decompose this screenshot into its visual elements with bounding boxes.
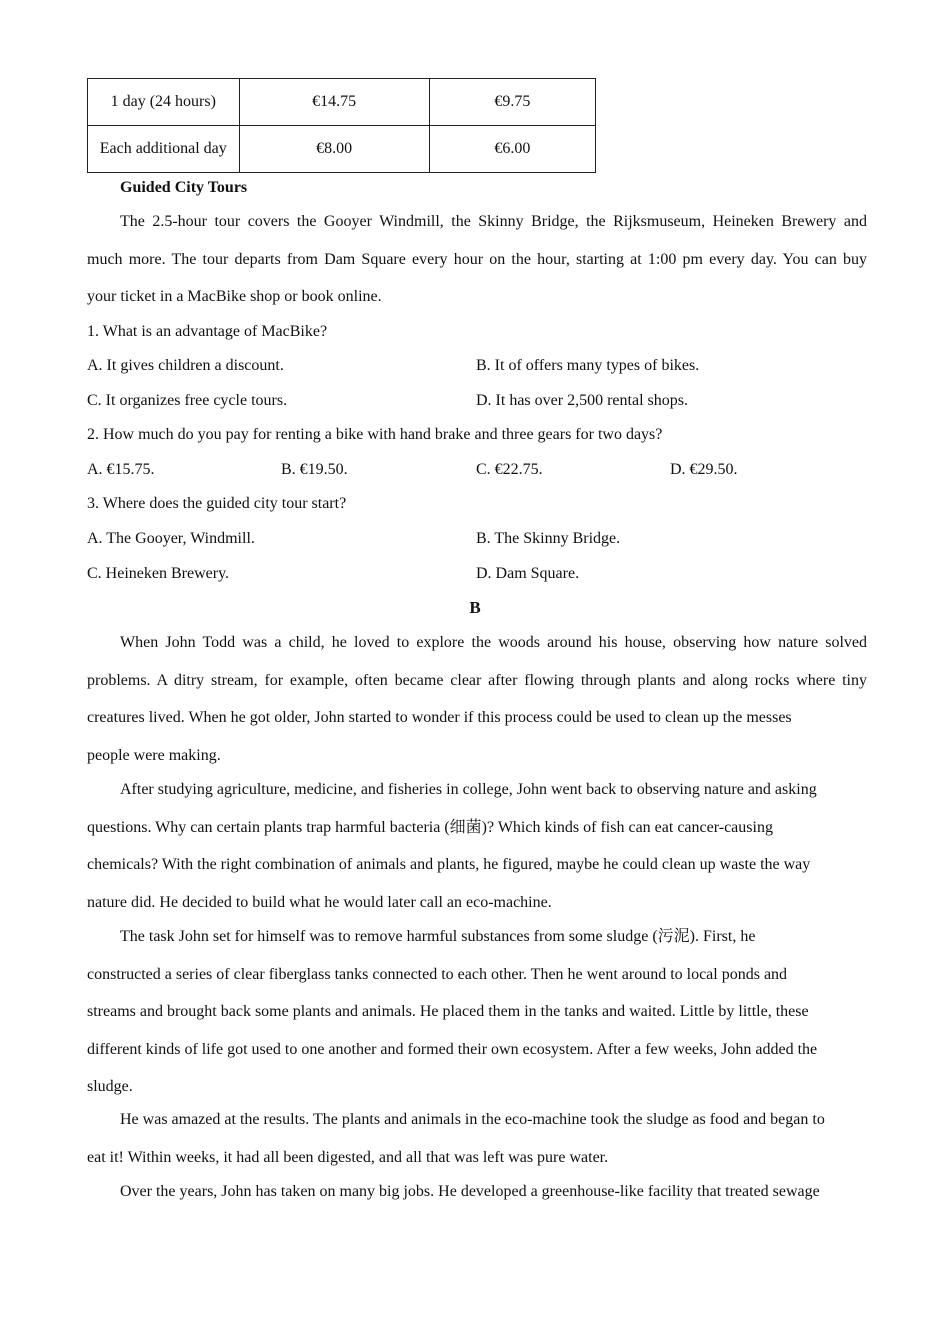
question-3: 3. Where does the guided city tour start? bbox=[87, 495, 347, 512]
question-2: 2. How much do you pay for renting a bike with hand brake and three gears for two days? bbox=[87, 426, 663, 443]
table-row bbox=[88, 79, 596, 126]
q3-option-a: A. The Gooyer, Windmill. bbox=[87, 530, 255, 547]
paragraph-line: people were making. bbox=[87, 746, 221, 764]
paragraph-line: creatures lived. When he got older, John started to wonder if this process could be used to clean up the messes bbox=[87, 709, 792, 726]
paragraph-line: eat it! Within weeks, it had all been digested, and all that was left was pure water. bbox=[87, 1148, 609, 1166]
paragraph-line: After studying agriculture, medicine, and fisheries in college, John went back to observing nature and asking bbox=[120, 781, 817, 798]
q2-option-b: B. €19.50. bbox=[281, 461, 348, 478]
q1-option-d: D. It has over 2,500 rental shops. bbox=[476, 392, 688, 409]
q3-option-c: C. Heineken Brewery. bbox=[87, 565, 230, 582]
passage-paragraph-4 bbox=[87, 1101, 867, 1176]
q2-option-a: A. €15.75. bbox=[87, 461, 155, 478]
paragraph-line: questions. Why can certain plants trap harmful bacteria (细菌)? Which kinds of fish can eat cancer-causing bbox=[87, 818, 773, 836]
paragraph-line: The 2.5-hour tour covers the Gooyer Windmill, the Skinny Bridge, the Rijksmuseum, Heineken Brewery and bbox=[120, 213, 867, 230]
paragraph-line: chemicals? With the right combination of animals and plants, he figured, maybe he could clean up waste the way bbox=[87, 856, 811, 873]
q1-option-b: B. It of offers many types of bikes. bbox=[476, 357, 700, 374]
paragraph-line: When John Todd was a child, he loved to explore the woods around his house, observing how nature solved bbox=[120, 634, 867, 651]
table-row bbox=[88, 126, 596, 173]
paragraph-line: your ticket in a MacBike shop or book online. bbox=[87, 288, 382, 305]
tours-paragraph bbox=[87, 203, 867, 316]
paragraph-line: constructed a series of clear fiberglass tanks connected to each other. Then he went around to local ponds and bbox=[87, 965, 788, 983]
passage-paragraph-1 bbox=[87, 624, 867, 774]
paragraph-line: He was amazed at the results. The plants and animals in the eco-machine took the sludge as food and began to bbox=[120, 1111, 825, 1128]
paragraph-line: The task John set for himself was to remove harmful substances from some sludge (污泥). First, he bbox=[120, 928, 756, 945]
paragraph-line: streams and brought back some plants and animals. He placed them in the tanks and waited. Little by little, these bbox=[87, 1003, 809, 1020]
paragraph-line: nature did. He decided to build what he would later call an eco-machine. bbox=[87, 893, 552, 911]
passage-paragraph-3 bbox=[87, 918, 867, 1106]
paragraph-line: much more. The tour departs from Dam Square every hour on the hour, starting at 1:00 pm every day. You can buy bbox=[87, 250, 867, 268]
passage-paragraph-5 bbox=[87, 1173, 867, 1211]
table-cell: Each additional day bbox=[88, 126, 240, 173]
table-cell: €8.00 bbox=[239, 126, 429, 173]
question-1: 1. What is an advantage of MacBike? bbox=[87, 323, 328, 340]
passage-paragraph-2 bbox=[87, 771, 867, 921]
price-table bbox=[87, 78, 596, 173]
q1-option-a: A. It gives children a discount. bbox=[87, 357, 284, 374]
tours-heading: Guided City Tours bbox=[120, 179, 248, 196]
table-cell: €9.75 bbox=[429, 79, 595, 126]
paragraph-line: different kinds of life got used to one another and formed their own ecosystem. After a few weeks, John added the bbox=[87, 1040, 818, 1058]
section-b-label: B bbox=[469, 598, 481, 617]
table-cell: €14.75 bbox=[239, 79, 429, 126]
paragraph-line: sludge. bbox=[87, 1078, 133, 1095]
q1-option-c: C. It organizes free cycle tours. bbox=[87, 392, 288, 409]
q2-option-c: C. €22.75. bbox=[476, 461, 543, 478]
q3-option-b: B. The Skinny Bridge. bbox=[476, 530, 621, 547]
paragraph-line: problems. A ditry stream, for example, often became clear after flowing through plants and along rocks where tiny bbox=[87, 671, 867, 689]
q3-option-d: D. Dam Square. bbox=[476, 565, 580, 582]
table-cell: €6.00 bbox=[429, 126, 595, 173]
paragraph-line: Over the years, John has taken on many big jobs. He developed a greenhouse-like facility that treated sewage bbox=[120, 1183, 820, 1200]
table-cell: 1 day (24 hours) bbox=[88, 79, 240, 126]
q2-option-d: D. €29.50. bbox=[670, 461, 738, 478]
